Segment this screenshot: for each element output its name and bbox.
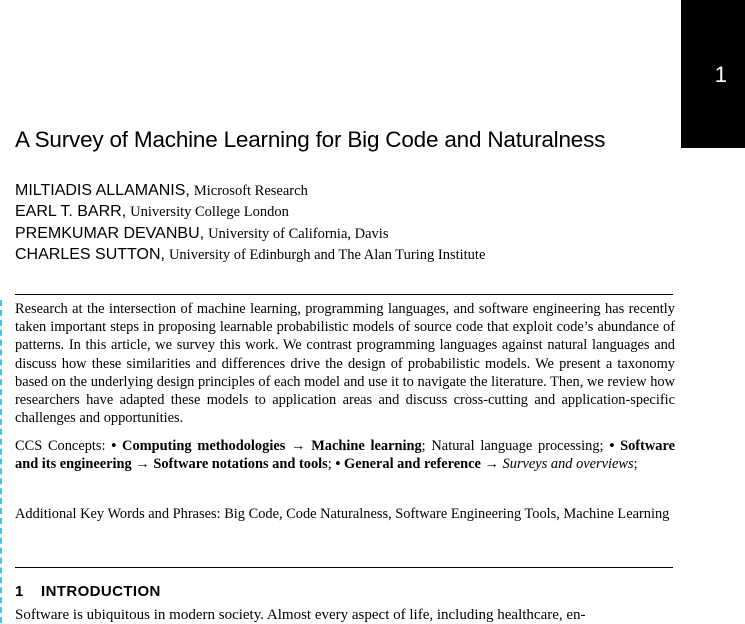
ccs-label: CCS Concepts: — [15, 438, 106, 454]
page-edge-dashed-border — [0, 300, 2, 623]
author-affiliation: University of Edinburgh and The Alan Turing Institute — [168, 246, 486, 263]
section-number: 1 — [15, 583, 24, 600]
ccs-concept-computing-rest: ; Natural language processing; — [421, 438, 604, 454]
author-affiliation: Microsoft Research — [193, 183, 308, 199]
abstract-bottom-rule — [15, 567, 673, 568]
abstract: Research at the intersection of machine learning, programming languages, and software engineering has recently taken important steps in proposing learnable probabilistic models of source code that exploit code’s abundance of patterns. In this article, we survey this work. We contrast programming languages against natural languages and discuss how these similarities and differences drive the design of probabilistic models. We present a taxonomy based on the underlying design principles of each model and use it to navigate the literature. Then, we review how researchers have adapted these models to application areas and discuss cross-cutting and application-specific challenges and opportunities. — [15, 301, 675, 427]
paper-title: A Survey of Machine Learning for Big Code and Naturalness — [15, 127, 606, 152]
author — [15, 182, 485, 203]
author — [15, 246, 485, 267]
author-affiliation: University of California, Davis — [208, 225, 389, 242]
page-number-tab — [681, 0, 745, 148]
ccs-concept-software: • Software and its engineering → Software notations and tools — [15, 438, 675, 473]
author-name: EARL T. BARR, — [15, 203, 127, 221]
ccs-concept-general-italic: Surveys and overviews — [502, 456, 634, 473]
section-title: INTRODUCTION — [41, 583, 161, 600]
ccs-end: ; — [633, 456, 638, 473]
keywords: Additional Key Words and Phrases: Big Code, Code Naturalness, Software Engineering Tools, Machine Learning — [15, 506, 670, 522]
section-heading — [15, 583, 161, 600]
author-name: PREMKUMAR DEVANBU, — [15, 224, 205, 242]
author — [15, 203, 485, 224]
page-number: 1 — [714, 62, 727, 87]
ccs-concept-general: • General and reference → — [335, 456, 499, 473]
author-name: MILTIADIS ALLAMANIS, — [15, 182, 190, 199]
author-list — [15, 182, 485, 267]
ccs-separator: ; — [327, 456, 332, 473]
abstract-top-rule — [15, 294, 673, 295]
body-paragraph: Software is ubiquitous in modern society. Almost every aspect of life, including healthcare, en- — [15, 607, 586, 623]
ccs-concepts — [15, 437, 675, 473]
ccs-concept-computing: • Computing methodologies → Machine learning — [111, 438, 422, 454]
author-affiliation: University College London — [130, 204, 289, 221]
author — [15, 225, 485, 246]
author-name: CHARLES SUTTON, — [15, 245, 165, 263]
